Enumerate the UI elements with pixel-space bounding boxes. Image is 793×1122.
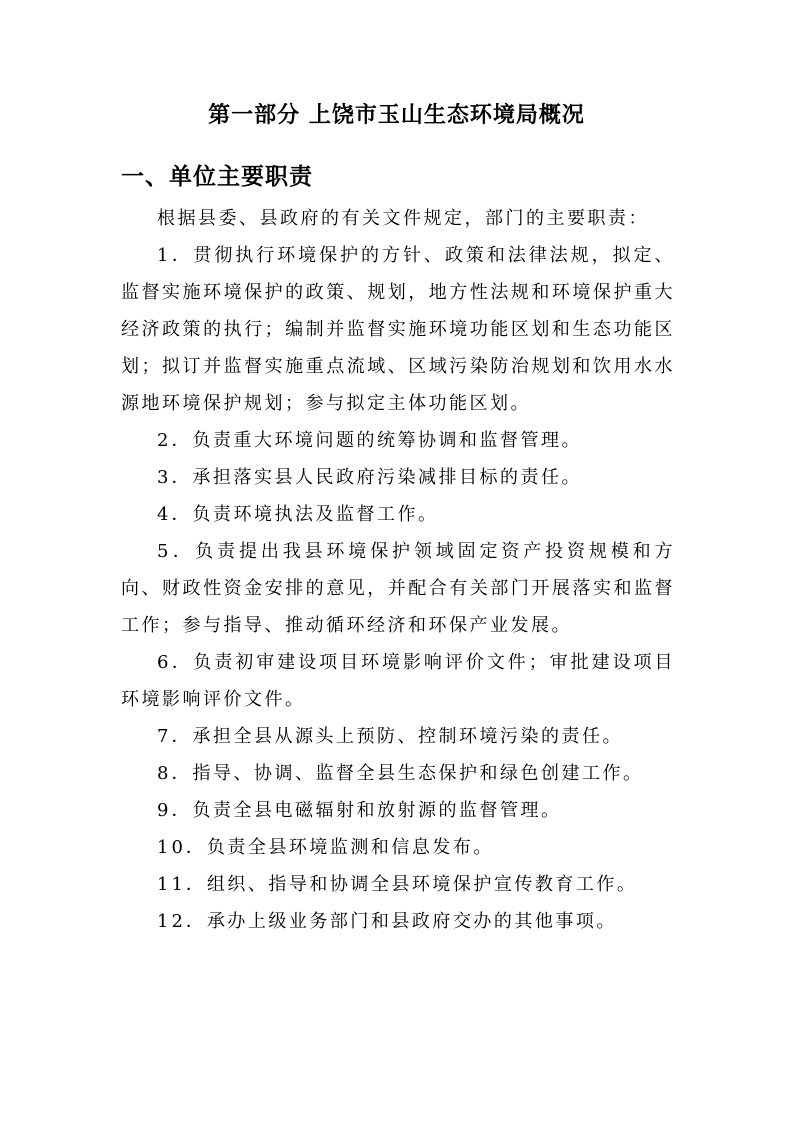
duty-text: 负责全县电磁辐射和放射源的监督管理。 bbox=[192, 800, 562, 821]
duty-text: 贯彻执行环境保护的方针、政策和法律法规，拟定、监督实施环境保护的政策、规划，地方性法规和环境保护重大经济政策的执行；编制并监督实施环境功能区划和生态功能区划；拟订并监督实施重点流域、区域污染防治规划和饮用水水源地环境保护规划；参与拟定主体功能区划。 bbox=[121, 245, 675, 414]
duty-number: 5． bbox=[157, 541, 196, 562]
duty-number: 10． bbox=[157, 837, 207, 858]
duty-number: 9． bbox=[157, 800, 193, 821]
page-title: 第一部分 上饶市玉山生态环境局概况 bbox=[208, 103, 585, 128]
duty-text: 承担全县从源头上预防、控制环境污染的责任。 bbox=[192, 726, 623, 747]
duty-item-1 bbox=[121, 237, 675, 422]
document-body bbox=[121, 200, 675, 940]
duty-text: 负责提出我县环境保护领域固定资产投资规模和方向、财政性资金安排的意见，并配合有关部门开展落实和监督工作；参与指导、推动循环经济和环保产业发展。 bbox=[121, 541, 676, 636]
duty-item-12 bbox=[121, 903, 675, 940]
duty-item-10 bbox=[121, 829, 675, 866]
duty-item-11 bbox=[121, 866, 675, 903]
duty-text: 负责全县环境监测和信息发布。 bbox=[206, 837, 494, 858]
duty-text: 负责初审建设项目环境影响评价文件；审批建设项目环境影响评价文件。 bbox=[121, 652, 675, 710]
duty-text: 负责环境执法及监督工作。 bbox=[192, 504, 439, 525]
duty-item-5 bbox=[121, 533, 675, 644]
duty-number: 12． bbox=[157, 911, 207, 932]
duty-number: 3． bbox=[157, 467, 193, 488]
duty-item-6 bbox=[121, 644, 675, 718]
duty-text: 承办上级业务部门和县政府交办的其他事项。 bbox=[206, 911, 617, 932]
duty-item-2 bbox=[121, 422, 675, 459]
duty-number: 1． bbox=[157, 245, 194, 266]
duty-number: 6． bbox=[157, 652, 194, 673]
duty-item-9 bbox=[121, 792, 675, 829]
duty-number: 11． bbox=[157, 874, 207, 895]
duty-text: 负责重大环境问题的统筹协调和监督管理。 bbox=[192, 430, 582, 451]
duty-item-8 bbox=[121, 755, 675, 792]
section-heading: 一、单位主要职责 bbox=[121, 164, 313, 190]
duty-text: 承担落实县人民政府污染减排目标的责任。 bbox=[192, 467, 582, 488]
duty-text: 指导、协调、监督全县生态保护和绿色创建工作。 bbox=[192, 763, 644, 784]
duty-number: 2． bbox=[157, 430, 193, 451]
duty-number: 4． bbox=[157, 504, 193, 525]
intro-paragraph: 根据县委、县政府的有关文件规定，部门的主要职责： bbox=[157, 208, 649, 229]
duty-item-7 bbox=[121, 718, 675, 755]
duty-number: 8． bbox=[157, 763, 193, 784]
duty-item-3 bbox=[121, 459, 675, 496]
duty-number: 7． bbox=[157, 726, 193, 747]
duty-item-4 bbox=[121, 496, 675, 533]
duty-text: 组织、指导和协调全县环境保护宣传教育工作。 bbox=[206, 874, 638, 895]
